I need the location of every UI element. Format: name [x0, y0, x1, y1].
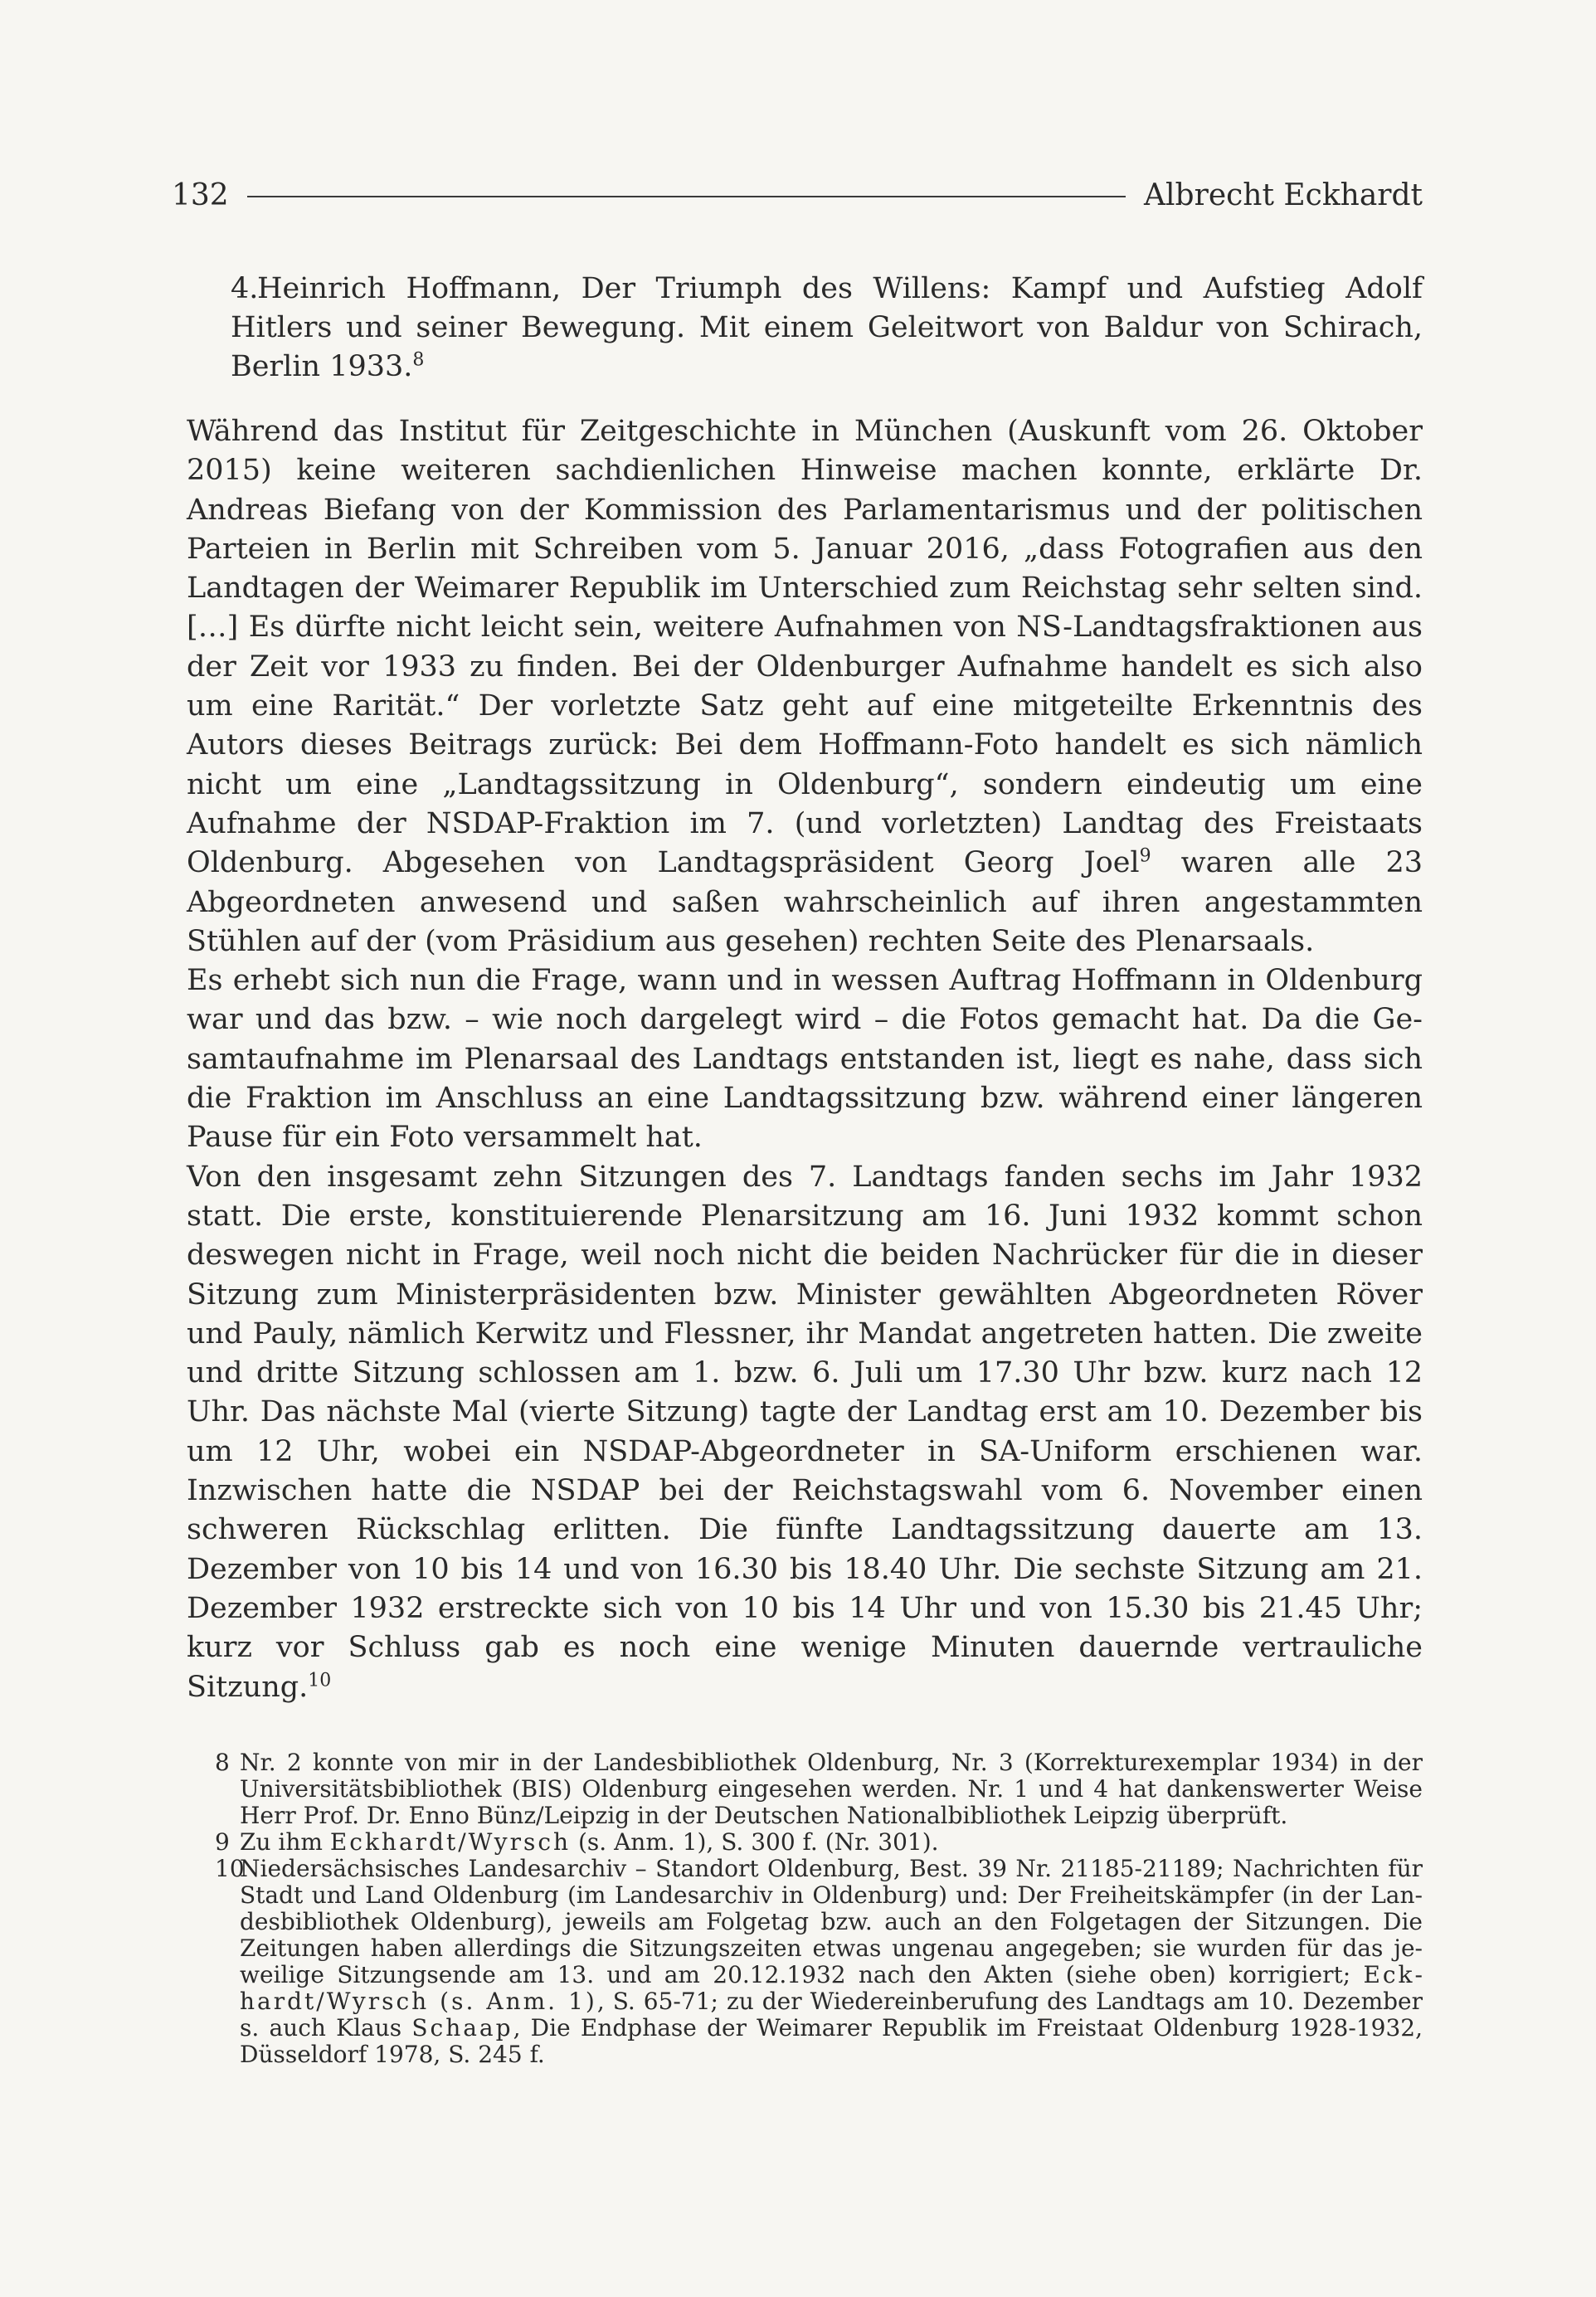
running-head-author: Albrecht Eckhardt	[1144, 178, 1423, 212]
footnote-text-post: , Die Endphase der Weimarer Republik im Freistaat Oldenburg 1928-1932, Düsseldorf 1978, S. 245 f.	[240, 2014, 1423, 2068]
paragraph-1-text-a: Während das Institut für Zeitgeschichte in München (Auskunft vom 26. Oktober 2015) keine weiteren sachdienlichen Hinweise machen konnte, erklärte Dr. Andreas Biefang von der Kommission des Parlamentarismus und der politischen Parteien in Berlin mit Schreiben vom 5. Januar 2016, „dass Fotografien aus den Landtagen der Weimarer Republik im Unterschied zum Reichstag sehr selten sind. […] Es dürfte nicht leicht sein, weitere Aufnahmen von NS-Landtagsfraktionen aus der Zeit vor 1933 zu finden. Bei der Oldenburger Aufnahme handelt es sich also um eine Rarität.“ Der vorletzte Satz geht auf eine mitgeteilte Erkenntnis des Autors dieses Beitrags zurück: Bei dem Hoffmann-Foto handelt es sich nämlich nicht um eine „Landtagssitzung in Oldenburg“, sondern eindeutig um eine Aufnahme der NSDAP-Fraktion im 7. (und vorletzten) Landtag des Freistaats Oldenburg. Abgesehen von Landtagspräsident Georg Joel	[187, 415, 1423, 880]
footnote-8	[215, 1750, 1423, 1829]
paragraph-1	[187, 412, 1423, 961]
footnotes	[215, 1750, 1423, 2068]
footnote-text-pre: Zu ihm	[240, 1828, 330, 1856]
footnote-text-mid: , S. 65-71; zu der Wiedereinberufung des Landtags am 10. Dezember s. auch Klaus	[240, 1988, 1423, 2042]
running-head	[172, 170, 1423, 220]
footnote-author-spaced-2: Schaap	[411, 2014, 513, 2042]
footnote-9	[215, 1829, 1423, 1856]
paragraph-3	[187, 1158, 1423, 1707]
footnote-10	[215, 1856, 1423, 2068]
footnote-number: 10	[215, 1855, 245, 1882]
footnote-text-pre: Niedersächsisches Landesarchiv – Standort Oldenburg, Best. 39 Nr. 21185-21189; Nachrichten für Stadt und Land Oldenburg (im Landesarchiv in Oldenburg) und: Der Freiheitskämpfer (in der Landesbibliothek Oldenburg), jeweils am Folgetag bzw. auch an den Folgetagen der Sitzungen. Die Zeitungen haben allerdings die Sitzungszeiten etwas ungenau angegeben; sie wurden für das jeweilige Sitzungsende am 13. und am 20.12.1932 nach den Akten (siehe oben) korrigiert;	[240, 1855, 1423, 1988]
footnote-author-spaced: Eckhardt/Wyrsch (s. Anm. 1)	[240, 1961, 1423, 2015]
footnote-ref-9[interactable]: 9	[1139, 845, 1151, 867]
footnote-ref-8[interactable]: 8	[412, 349, 425, 371]
footnote-text-post: (s. Anm. 1), S. 300 f. (Nr. 301).	[571, 1828, 939, 1856]
header-rule	[247, 196, 1126, 197]
source-item-number: 4.	[231, 272, 259, 305]
paragraph-3-text: Von den insgesamt zehn Sitzungen des 7. Landtags fanden sechs im Jahr 1932 statt. Die erste, konstituierende Plenarsitzung am 16. Juni 1932 kommt schon deswegen nicht in Frage, weil noch nicht die beiden Nachrücker für die in dieser Sitzung zum Ministerpräsidenten bzw. Minister gewählten Abgeordneten Röver und Pauly, nämlich Kerwitz und Flessner, ihr Mandat angetreten hatten. Die zweite und dritte Sitzung schlossen am 1. bzw. 6. Juli um 17.30 Uhr bzw. kurz nach 12 Uhr. Das nächste Mal (vierte Sitzung) tagte der Landtag erst am 10. Dezember bis um 12 Uhr, wobei ein NSDAP-Abgeordneter in SA-Uniform erschienen war. Inzwischen hatte die NSDAP bei der Reichstagswahl vom 6. November einen schweren Rückschlag erlitten. Die fünfte Landtagssitzung dauerte am 13. Dezember von 10 bis 14 und von 16.30 bis 18.40 Uhr. Die sechste Sitzung am 21. Dezember 1932 erstreckte sich von 10 bis 14 Uhr und von 15.30 bis 21.45 Uhr; kurz vor Schluss gab es noch eine wenige Minuten dauernde vertrauliche Sitzung.	[187, 1160, 1423, 1704]
footnote-author-spaced: Eckhardt/Wyrsch	[329, 1828, 572, 1856]
footnote-ref-10[interactable]: 10	[308, 1669, 332, 1691]
footnote-number: 8	[215, 1749, 230, 1776]
paragraph-2: Es erhebt sich nun die Frage, wann und in wessen Auftrag Hoffmann in Oldenburg war und das bzw. – wie noch dargelegt wird – die Fotos gemacht hat. Da die Gesamtaufnahme im Plenarsaal des Landtags entstanden ist, liegt es nahe, dass sich die Fraktion im Anschluss an eine Landtagssitzung bzw. während einer längeren Pause für ein Foto versammelt hat.	[187, 964, 1423, 1155]
footnote-text: Nr. 2 konnte von mir in der Landesbibliothek Oldenburg, Nr. 3 (Korrekturexemplar 1934) in der Universitätsbibliothek (BIS) Oldenburg eingesehen werden. Nr. 1 und 4 hat dankenswerter Weise Herr Prof. Dr. Enno Bünz/Leipzig in der Deutschen Nationalbibliothek Leipzig überprüft.	[240, 1749, 1423, 1829]
body-text	[187, 412, 1423, 1707]
source-item-text: Heinrich Hoffmann, Der Triumph des Willens: Kampf und Aufstieg Adolf Hitlers und seiner Bewegung. Mit einem Geleitwort von Baldur von Schirach, Berlin 1933.	[231, 272, 1423, 383]
footnote-number: 9	[215, 1828, 230, 1856]
source-list-item	[231, 270, 1423, 387]
paragraph-1-text-b: waren alle 23 Abgeordneten anwesend und saßen wahrscheinlich auf ihren angestammten Stühlen auf der (vom Präsidium aus gesehen) rechten Seite des Plenarsaals.	[187, 846, 1423, 958]
page-number: 132	[172, 178, 229, 212]
